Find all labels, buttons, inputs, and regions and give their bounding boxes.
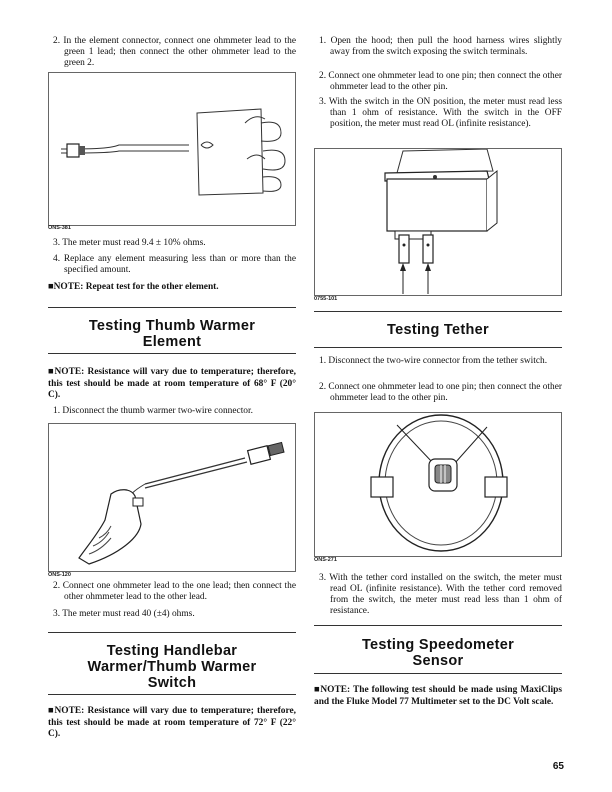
note-speedometer: ■NOTE: The following test should be made using MaxiClips and the Fluke Model 77 Multimeter set to the DC Volt scale. xyxy=(314,685,562,707)
figure-switch xyxy=(314,148,562,296)
figure-label: ONS-381 xyxy=(48,225,71,231)
divider xyxy=(314,625,562,626)
element-step-3: 3. The meter must read 9.4 ± 10% ohms. xyxy=(53,238,206,248)
thumb-warmer-illustration xyxy=(49,424,295,571)
element-step-2: 2. In the element connector, connect one ohmmeter lead to the green 1 lead; then connect the other ohmmeter lead to the green 2. xyxy=(53,36,296,68)
switch-step-2: 2. Connect one ohmmeter lead to one pin; then connect the other ohmmeter lead to the other pin. xyxy=(319,71,562,92)
divider xyxy=(48,632,296,633)
thumb-step-1: 1. Disconnect the thumb warmer two-wire connector. xyxy=(53,406,253,416)
section-heading-tether: Testing Tether xyxy=(387,322,489,338)
note-repeat: ■NOTE: Repeat test for the other element. xyxy=(48,282,219,292)
divider xyxy=(314,347,562,348)
divider xyxy=(314,673,562,674)
switch-step-3: 3. With the switch in the ON position, the meter must read less than 1 ohm of resistance. With the switch in the OFF position, the meter must read OL (infinite resistance). xyxy=(319,97,562,129)
thumb-step-2: 2. Connect one ohmmeter lead to the one lead; then connect the other ohmmeter lead to the other lead. xyxy=(53,581,296,602)
page-number: 65 xyxy=(552,761,564,772)
figure-label: 0755-101 xyxy=(314,296,338,302)
figure-thumb-warmer xyxy=(48,423,296,572)
divider xyxy=(48,307,296,308)
tether-illustration xyxy=(315,413,561,556)
section-heading-thumb-warmer: Testing Thumb Warmer Element xyxy=(88,318,256,350)
tether-step-3: 3. With the tether cord installed on the switch, the meter must read OL (infinite resistance). With the tether cord removed from the switch, the meter must read less than 1 ohm of resistance. xyxy=(319,573,562,616)
note-temperature: ■NOTE: Resistance will vary due to temperature; therefore, this test should be made at room temperature of 72° F (22° C). xyxy=(48,706,296,739)
figure-element-connector xyxy=(48,72,296,226)
figure-tether xyxy=(314,412,562,557)
tether-step-1: 1. Disconnect the two-wire connector from the tether switch. xyxy=(319,356,548,366)
element-connector-illustration xyxy=(49,73,295,225)
note-temperature: ■NOTE: Resistance will vary due to temperature; therefore, this test should be made at room temperature of 68° F (20° C). xyxy=(48,367,296,400)
divider xyxy=(48,353,296,354)
switch-step-1: 1. Open the hood; then pull the hood harness wires slightly away from the switch exposing the switch terminals. xyxy=(319,36,562,57)
divider xyxy=(314,311,562,312)
section-heading-handlebar-warmer: Testing Handlebar Warmer/Thumb Warmer Switch xyxy=(87,643,257,691)
figure-label: ONS-271 xyxy=(314,557,337,563)
section-heading-speedometer: Testing Speedometer Sensor xyxy=(361,637,515,669)
thumb-step-3: 3. The meter must read 40 (±4) ohms. xyxy=(53,609,195,619)
divider xyxy=(48,694,296,695)
tether-step-2: 2. Connect one ohmmeter lead to one pin; then connect the other ohmmeter lead to the other pin. xyxy=(319,382,562,403)
switch-illustration xyxy=(315,149,561,295)
element-step-4: 4. Replace any element measuring less than or more than the specified amount. xyxy=(53,254,296,275)
figure-label: ONS-120 xyxy=(48,572,71,578)
